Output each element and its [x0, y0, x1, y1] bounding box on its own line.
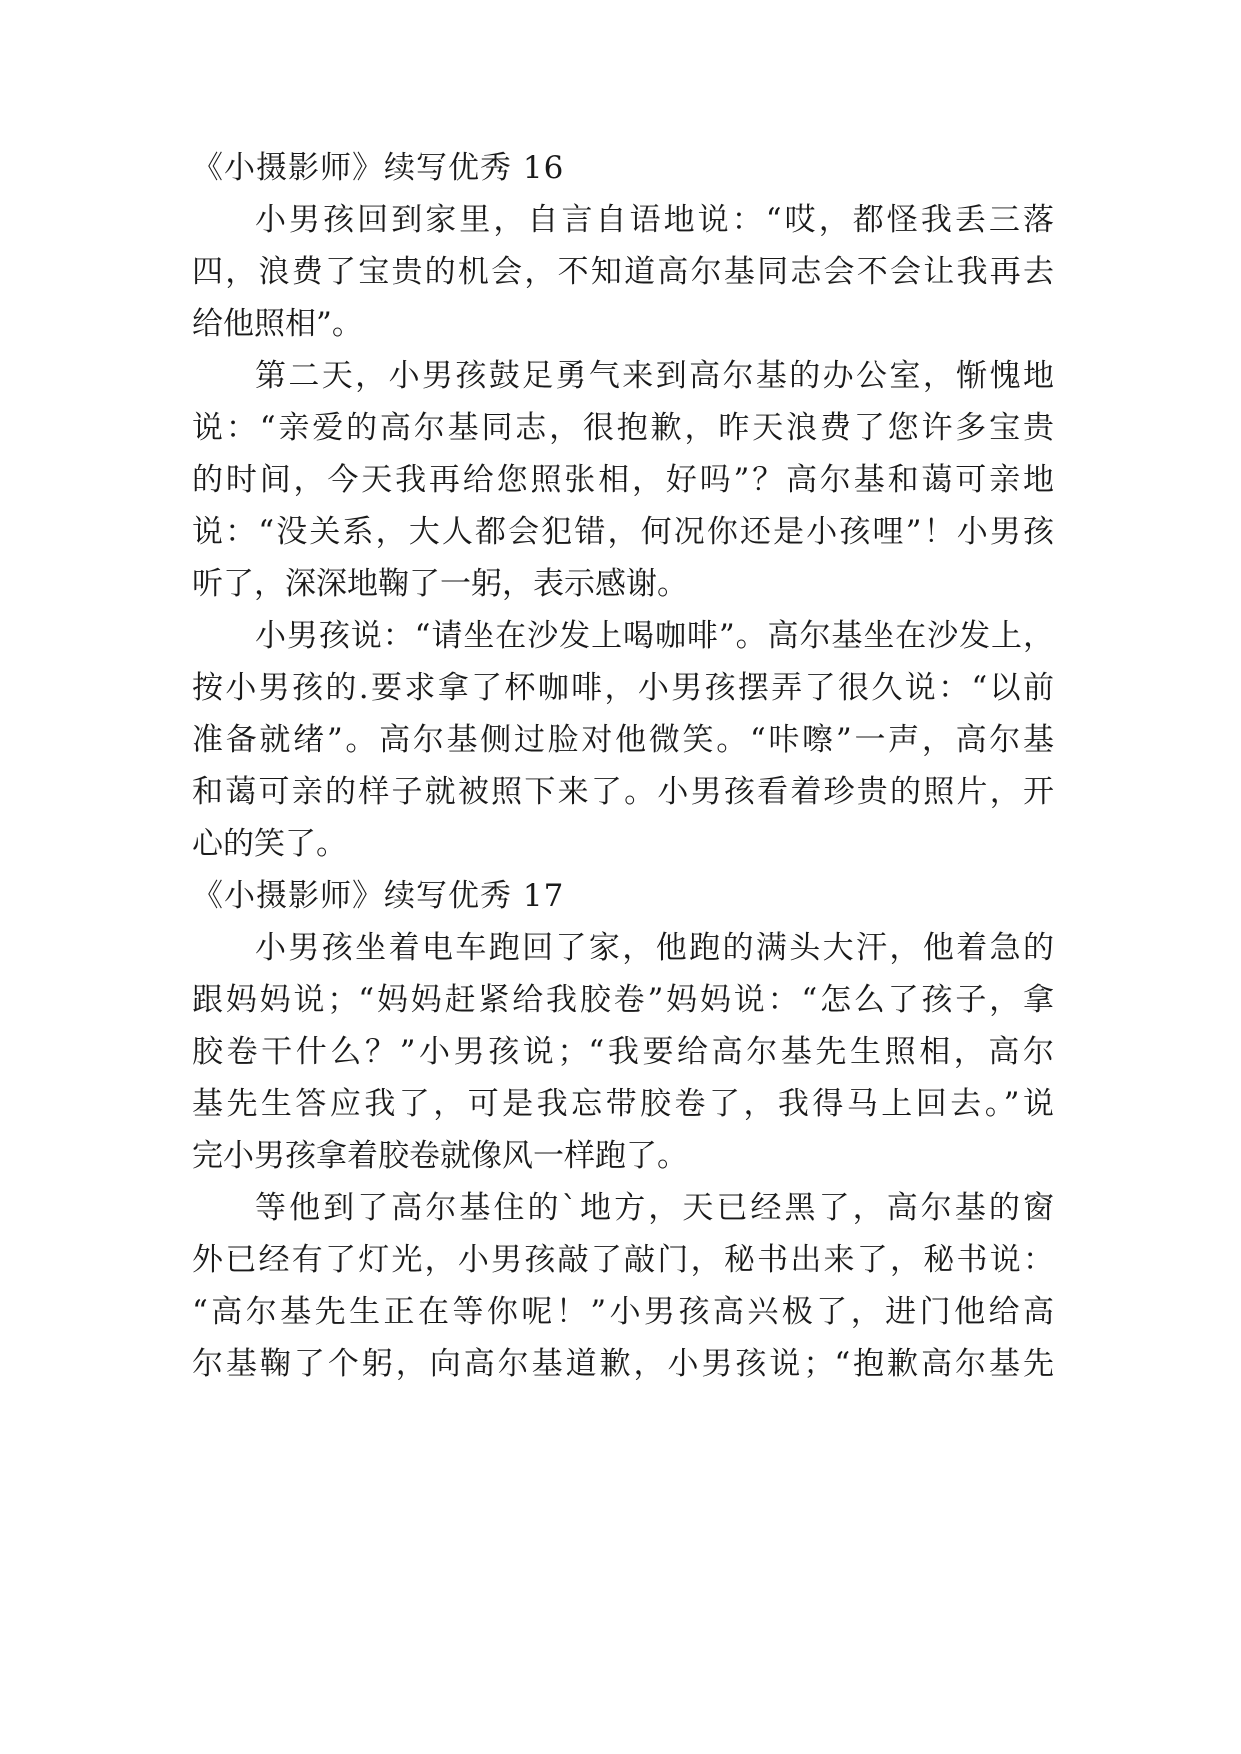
- paragraph-line: 的时间，今天我再给您照张相，好吗”？高尔基和蔼可亲地: [192, 462, 1054, 498]
- paragraph-line: 准备就绪”。高尔基侧过脸对他微笑。“咔嚓”一声，高尔基: [192, 722, 1054, 758]
- paragraph-line: 四，浪费了宝贵的机会，不知道高尔基同志会不会让我再去: [192, 254, 1054, 290]
- paragraph-line: 心的笑了。: [192, 826, 347, 862]
- paragraph-line: 尔基鞠了个躬，向高尔基道歉，小男孩说；“抱歉高尔基先: [192, 1346, 1054, 1382]
- paragraph-line: 基先生答应我了，可是我忘带胶卷了，我得马上回去。”说: [192, 1086, 1054, 1122]
- paragraph-line: 完小男孩拿着胶卷就像风一样跑了。: [192, 1138, 688, 1174]
- paragraph-line: 和蔼可亲的样子就被照下来了。小男孩看着珍贵的照片，开: [192, 774, 1054, 810]
- paragraph-line: 给他照相”。: [192, 306, 363, 342]
- paragraph-line: 按小男孩的.要求拿了杯咖啡，小男孩摆弄了很久说：“以前: [192, 670, 1054, 706]
- paragraph-line: 胶卷干什么？”小男孩说；“我要给高尔基先生照相，高尔: [192, 1034, 1054, 1070]
- paragraph-line: 跟妈妈说；“妈妈赶紧给我胶卷”妈妈说：“怎么了孩子，拿: [192, 982, 1054, 1018]
- paragraph-line: 小男孩回到家里，自言自语地说：“哎，都怪我丢三落: [255, 202, 1054, 238]
- paragraph-line: 小男孩坐着电车跑回了家，他跑的满头大汗，他着急的: [255, 930, 1054, 966]
- paragraph-line: 等他到了高尔基住的`地方，天已经黑了，高尔基的窗: [255, 1190, 1054, 1226]
- paragraph-line: 第二天，小男孩鼓足勇气来到高尔基的办公室，惭愧地: [255, 358, 1054, 394]
- section-16-title: 《小摄影师》续写优秀 16: [192, 150, 565, 186]
- paragraph-line: 小男孩说：“请坐在沙发上喝咖啡”。高尔基坐在沙发上，: [255, 618, 1054, 654]
- paragraph-line: 外已经有了灯光，小男孩敲了敲门，秘书出来了，秘书说：: [192, 1242, 1054, 1278]
- paragraph-line: 说：“亲爱的高尔基同志，很抱歉，昨天浪费了您许多宝贵: [192, 410, 1054, 446]
- paragraph-line: 说：“没关系，大人都会犯错，何况你还是小孩哩”！小男孩: [192, 514, 1054, 550]
- paragraph-line: “高尔基先生正在等你呢！”小男孩高兴极了，进门他给高: [192, 1294, 1054, 1330]
- paragraph-line: 听了，深深地鞠了一躬，表示感谢。: [192, 566, 688, 602]
- section-17-title: 《小摄影师》续写优秀 17: [192, 878, 565, 914]
